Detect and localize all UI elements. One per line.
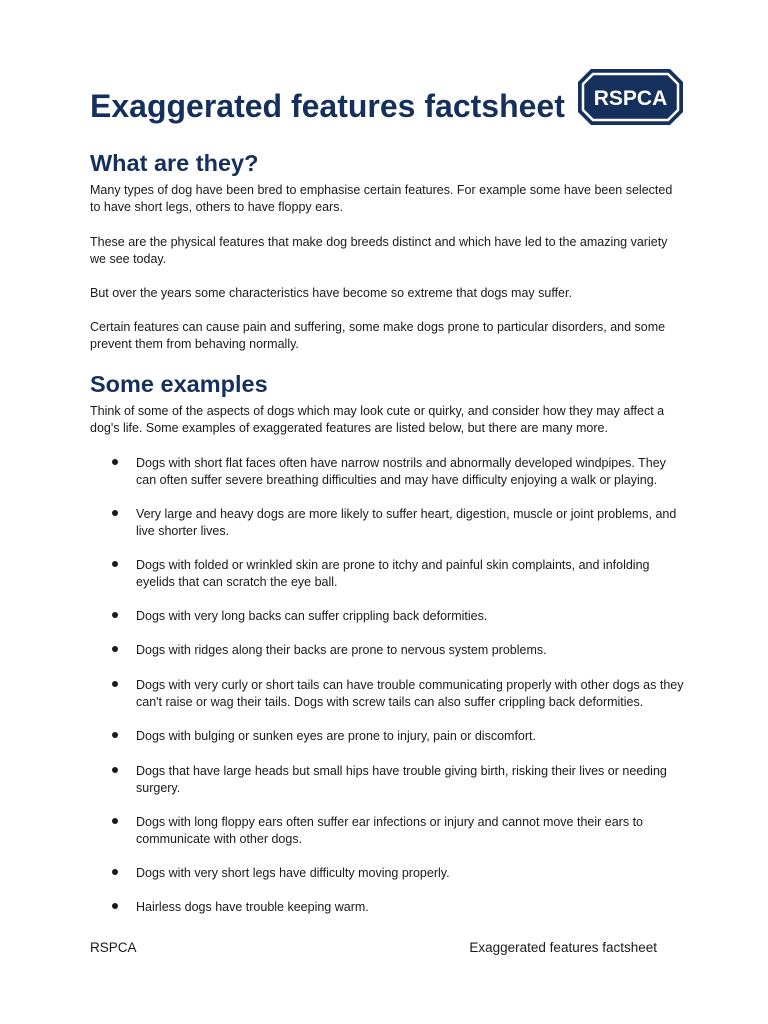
list-item-text: Dogs that have large heads but small hips have trouble giving birth, risking their lives or needing surgery. — [136, 764, 667, 795]
section-heading-what-are-they: What are they? — [90, 150, 259, 176]
paragraph-intro-2: These are the physical features that make dog breeds distinct and which have led to the amazing variety we see today. — [90, 235, 668, 266]
paragraph-intro-3: But over the years some characteristics have become so extreme that dogs may suffer. — [90, 286, 572, 300]
bullet-dot-icon — [112, 510, 118, 516]
list-item-text: Dogs with very short legs have difficulty moving properly. — [136, 866, 450, 880]
page-title: Exaggerated features factsheet — [90, 88, 565, 124]
list-item-text: Dogs with very curly or short tails can have trouble communicating properly with other dogs as they can't raise or wag their tails. Dogs with screw tails can also suffer crippling back deformities. — [136, 678, 684, 709]
bullet-dot-icon — [112, 732, 118, 738]
bullet-dot-icon — [112, 612, 118, 618]
list-item-text: Dogs with folded or wrinkled skin are prone to itchy and painful skin complaints, and infolding eyelids that can scratch the eye ball. — [136, 558, 650, 589]
bullet-dot-icon — [112, 903, 118, 909]
list-item-text: Dogs with very long backs can suffer crippling back deformities. — [136, 609, 488, 623]
list-item-text: Dogs with long floppy ears often suffer ear infections or injury and cannot move their ears to communicate with other dogs. — [136, 815, 643, 846]
bullet-dot-icon — [112, 561, 118, 567]
section-heading-some-examples: Some examples — [90, 371, 268, 397]
footer-document-title: Exaggerated features factsheet — [469, 940, 657, 955]
bullet-dot-icon — [112, 459, 118, 465]
rspca-logo — [577, 68, 684, 126]
paragraph-examples-intro: Think of some of the aspects of dogs which may look cute or quirky, and consider how they may affect a dog's life. Some examples of exaggerated features are listed below, but there are many more. — [90, 404, 665, 435]
paragraph-intro-1: Many types of dog have been bred to emphasise certain features. For example some have been selected to have short legs, others to have floppy ears. — [90, 183, 673, 214]
bullet-dot-icon — [112, 646, 118, 652]
list-item-text: Dogs with ridges along their backs are prone to nervous system problems. — [136, 643, 547, 657]
list-item-text: Hairless dogs have trouble keeping warm. — [136, 900, 369, 914]
bullet-dot-icon — [112, 681, 118, 687]
bullet-dot-icon — [112, 869, 118, 875]
list-item-text: Very large and heavy dogs are more likely to suffer heart, digestion, muscle or joint problems, and live shorter lives. — [136, 507, 677, 538]
rspca-logo-icon — [577, 68, 684, 126]
list-item-text: Dogs with short flat faces often have narrow nostrils and abnormally developed windpipes. They can often suffer severe breathing difficulties and may have difficulty enjoying a walk or playing. — [136, 456, 666, 487]
logo-text: RSPCA — [593, 87, 668, 110]
bullet-dot-icon — [112, 818, 118, 824]
list-item-text: Dogs with bulging or sunken eyes are prone to injury, pain or discomfort. — [136, 729, 536, 743]
paragraph-intro-4: Certain features can cause pain and suffering, some make dogs prone to particular disorders, and some prevent them from behaving normally. — [90, 320, 666, 351]
footer-organisation: RSPCA — [90, 940, 137, 955]
bullet-dot-icon — [112, 767, 118, 773]
